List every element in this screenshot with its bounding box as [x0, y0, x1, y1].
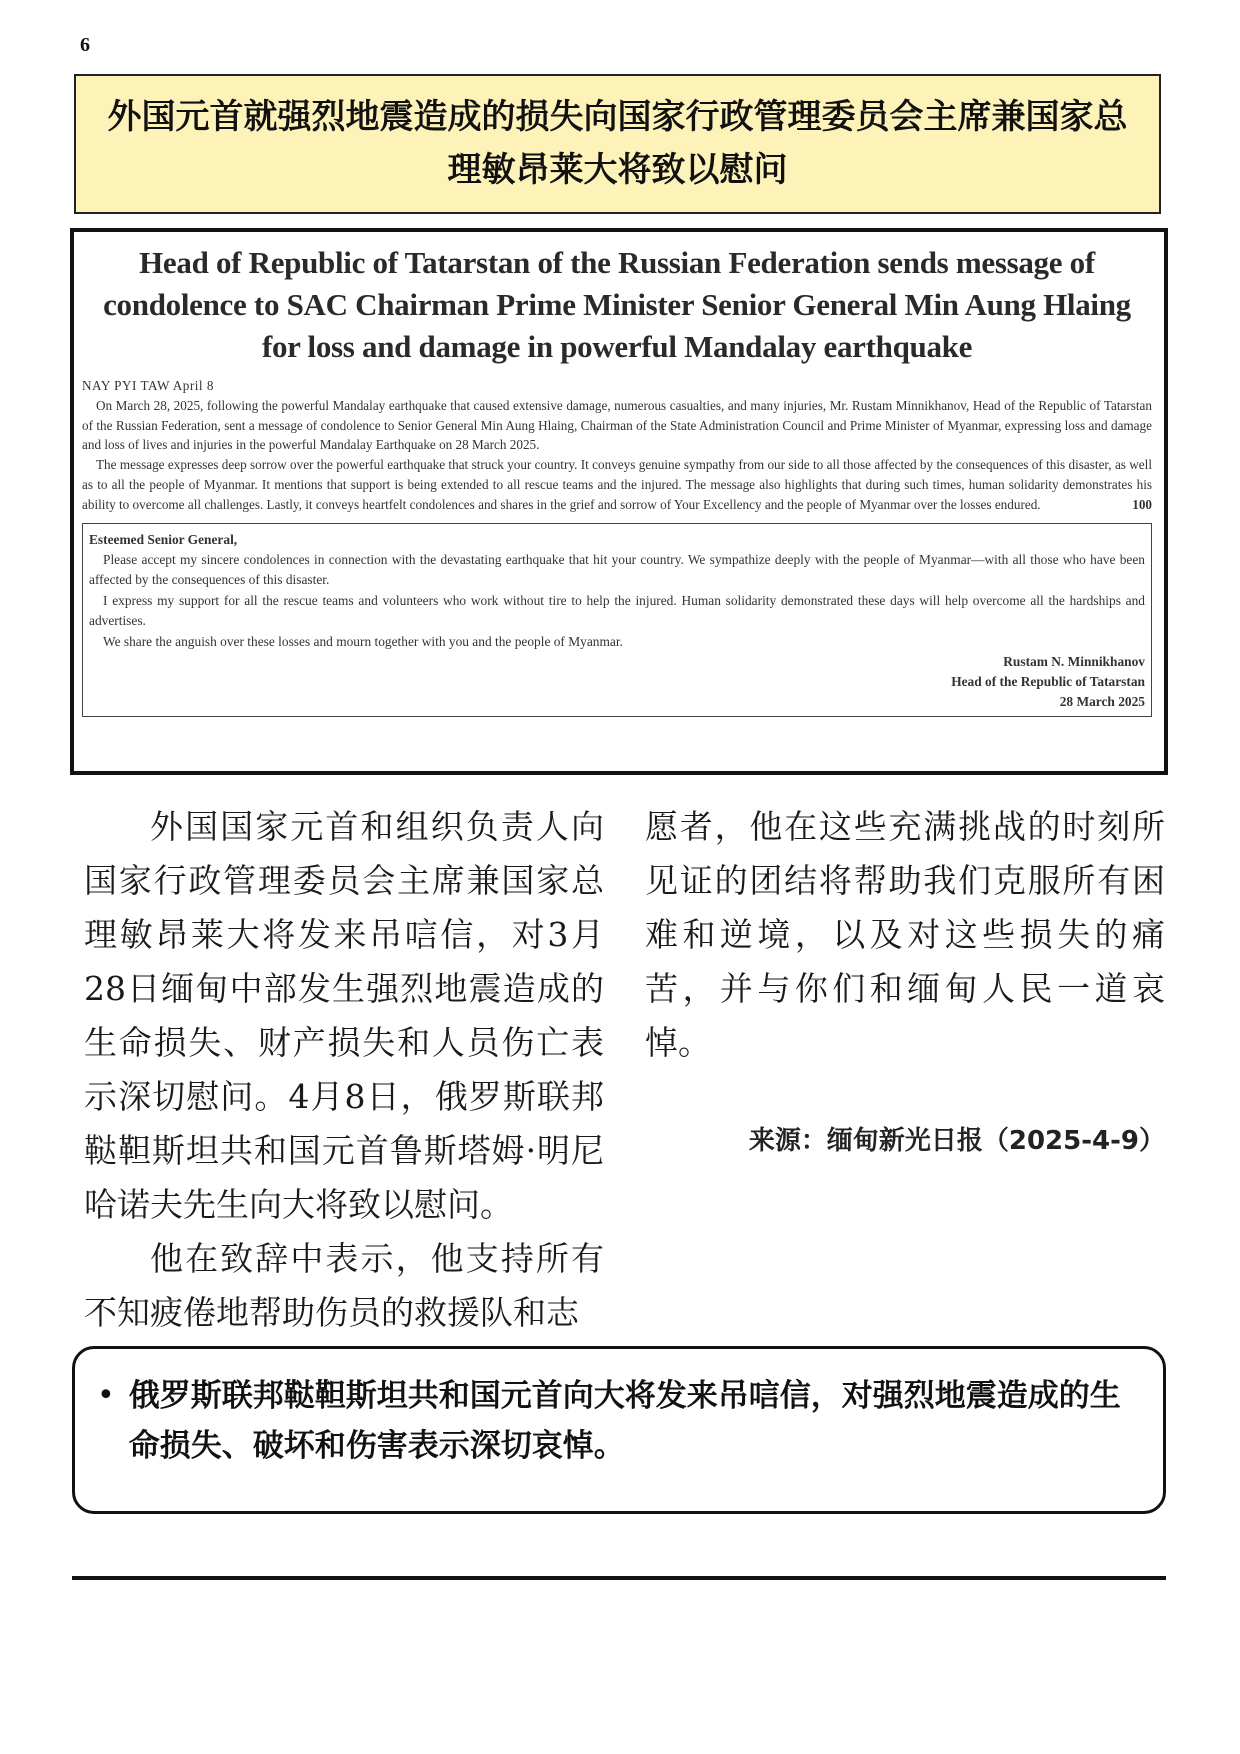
clipping-paragraph-1: On March 28, 2025, following the powerful Mandalay earthquake that caused extensive damage, numerous casualties, and many injuries, Mr. Rustam Minnikhanov, Head of the Republic of Tatarstan of the Russian Federation, sent a message of condolence to Senior General Min Aung Hlaing, Chairman of the State Administration Council and Prime Minister of Myanmar, expressing loss and damage and loss of lives and injuries in the powerful Mandalay Earthquake on 28 March 2025.	[82, 397, 1152, 453]
newspaper-clipping	[70, 228, 1168, 775]
page-title: 外国元首就强烈地震造成的损失向国家行政管理委员会主席兼国家总理敏昂莱大将致以慰问	[107, 97, 1128, 190]
clipping-paragraph-2-text: The message expresses deep sorrow over the powerful earthquake that struck your country. It conveys genuine sympathy from our side to all those affected by the consequences of this disaster, as well as to all the people of Myanmar. It mentions that support is being extended to all rescue teams and the injured. The message also highlights that during such times, human solidarity demonstrates his ability to overcome all challenges. Lastly, it conveys heartfelt condolences and shares in the grief and sorrow of Your Excellency and the people of Myanmar over the losses endured.	[82, 457, 1152, 512]
body-column-left	[84, 800, 604, 1340]
signature-date: 28 March 2025	[1059, 694, 1145, 710]
title-banner	[74, 74, 1161, 214]
signature-title: Head of the Republic of Tatarstan	[951, 674, 1145, 690]
letter-greeting: Esteemed Senior General,	[89, 531, 238, 547]
summary-text: 俄罗斯联邦鞑靼斯坦共和国元首向大将发来吊唁信，对强烈地震造成的生命损失、破坏和伤害表示深切哀悼。	[128, 1378, 1121, 1464]
clipping-body	[82, 376, 1152, 515]
clipping-dateline: NAY PYI TAW April 8	[82, 378, 214, 393]
body-paragraph-2: 他在致辞中表示，他支持所有不知疲倦地帮助伤员的救援队和志	[84, 1239, 604, 1332]
bullet-icon: •	[97, 1378, 115, 1413]
condolence-letter	[82, 523, 1152, 717]
body-column-right	[645, 800, 1165, 1070]
clipping-ref-number: 100	[1132, 496, 1152, 512]
page-number: 6	[80, 34, 90, 56]
source-line: 来源：缅甸新光日报（2025-4-9）	[748, 1126, 1165, 1156]
bottom-divider	[72, 1576, 1166, 1580]
clipping-paragraph-2	[82, 455, 1152, 514]
letter-paragraph-3: We share the anguish over these losses and mourn together with you and the people of Myanmar.	[103, 633, 623, 649]
signature-name: Rustam N. Minnikhanov	[1003, 654, 1145, 670]
body-paragraph-1: 外国国家元首和组织负责人向国家行政管理委员会主席兼国家总理敏昂莱大将发来吊唁信，对3月28日缅甸中部发生强烈地震造成的生命损失、财产损失和人员伤亡表示深切慰问。4月8日，俄罗斯联邦鞑靼斯坦共和国元首鲁斯塔姆·明尼哈诺夫先生向大将致以慰问。	[84, 807, 604, 1224]
letter-paragraph-2: I express my support for all the rescue teams and volunteers who work without tire to help the injured. Human solidarity demonstrated these days will help overcome all the hardships and advertises.	[89, 592, 1145, 629]
letter-signature	[89, 652, 1145, 712]
body-paragraph-2-continued: 愿者，他在这些充满挑战的时刻所见证的团结将帮助我们克服所有困难和逆境，以及对这些损失的痛苦，并与你们和缅甸人民一道哀悼。	[645, 807, 1165, 1062]
summary-box	[72, 1346, 1166, 1514]
clipping-headline: Head of Republic of Tatarstan of the Russian Federation sends message of condolence to SAC Chairman Prime Minister Senior General Min Aung Hlaing for loss and damage in powerful Mandalay earthquake	[103, 245, 1131, 364]
letter-paragraph-1: Please accept my sincere condolences in connection with the devastating earthquake that hit your country. We sympathize deeply with the people of Myanmar—with all those who have been affected by the consequences of this disaster.	[89, 551, 1145, 588]
